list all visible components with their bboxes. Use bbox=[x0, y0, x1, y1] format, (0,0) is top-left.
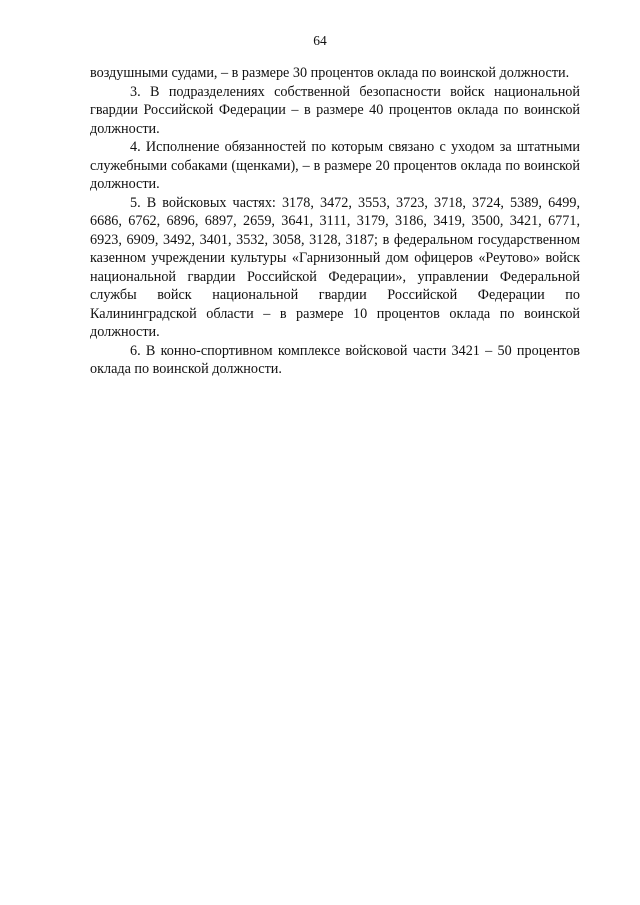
paragraph-item-6: 6. В конно-спортивном комплексе войсковой части 3421 – 50 процентов оклада по воинской должности. bbox=[90, 342, 580, 377]
document-body bbox=[90, 64, 580, 379]
page-number: 64 bbox=[313, 33, 327, 48]
paragraph-continuation: воздушными судами, – в размере 30 процентов оклада по воинской должности. bbox=[90, 65, 570, 81]
paragraph-item-4: 4. Исполнение обязанностей по которым связано с уходом за штатными служебными собаками (щенками), – в размере 20 процентов оклада по воинской должности. bbox=[90, 139, 580, 192]
paragraph-item-5: 5. В войсковых частях: 3178, 3472, 3553, 3723, 3718, 3724, 5389, 6499, 6686, 6762, 6896, 6897, 2659, 3641, 3111, 3179, 3186, 3419, 3500, 3421, 6771, 6923, 6909, 3492, 3401, 3532, 3058, 3128, 3187; в федеральном государственном казенном учреждении культуры «Гарнизонный дом офицеров «Реутово» войск национальной гвардии Российской Федерации», управлении Федеральной службы войск национальной гвардии Российской Федерации по Калининградской области – в размере 10 процентов оклада по воинской должности. bbox=[90, 194, 580, 340]
paragraph-item-3: 3. В подразделениях собственной безопасности войск национальной гвардии Российской Федерации – в размере 40 процентов оклада по воинской должности. bbox=[90, 83, 580, 137]
